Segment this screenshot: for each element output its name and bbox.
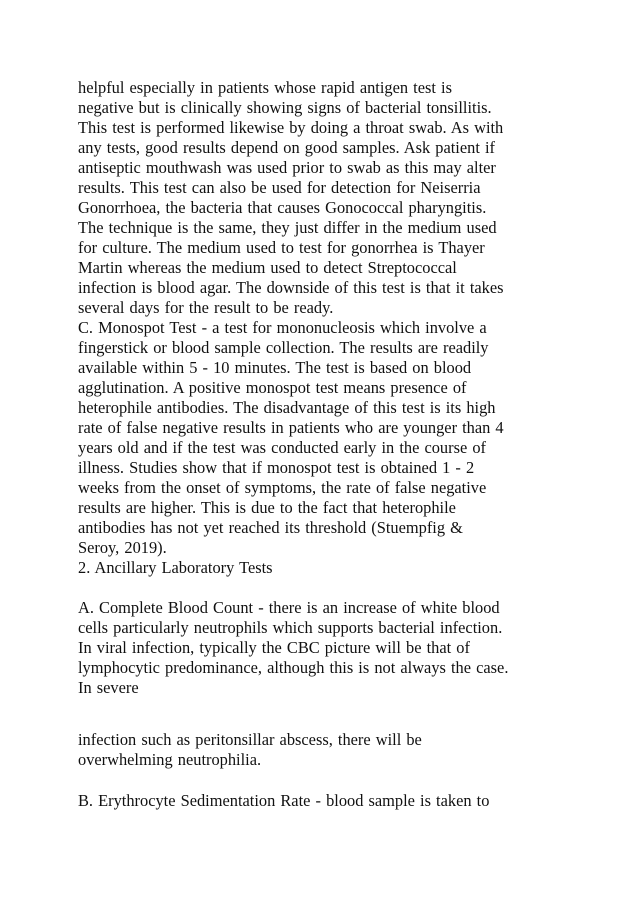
text-line: results. This test can also be used for detection for Neiserria bbox=[78, 178, 481, 197]
section-heading-monospot: C. Monospot Test - a test for mononucleosis which involve a bbox=[78, 318, 487, 337]
text-line: infection is blood agar. The downside of this test is that it takes bbox=[78, 278, 504, 297]
text-line: illness. Studies show that if monospot test is obtained 1 - 2 bbox=[78, 458, 475, 477]
text-line: rate of false negative results in patients who are younger than 4 bbox=[78, 418, 504, 437]
text-line: helpful especially in patients whose rapid antigen test is bbox=[78, 78, 452, 97]
text-line: several days for the result to be ready. bbox=[78, 298, 334, 317]
text-line: antibodies has not yet reached its threshold (Stuempfig & bbox=[78, 518, 463, 537]
text-line: Gonorrhoea, the bacteria that causes Gonococcal pharyngitis. bbox=[78, 198, 487, 217]
text-line: available within 5 - 10 minutes. The test is based on blood bbox=[78, 358, 472, 377]
text-line: This test is performed likewise by doing a throat swab. As with bbox=[78, 118, 504, 137]
text-line: In severe bbox=[78, 678, 139, 697]
text-line: heterophile antibodies. The disadvantage of this test is its high bbox=[78, 398, 496, 417]
text-line: antiseptic mouthwash was used prior to swab as this may alter bbox=[78, 158, 496, 177]
section-heading-ancillary-tests: 2. Ancillary Laboratory Tests bbox=[78, 558, 273, 577]
text-line: years old and if the test was conducted early in the course of bbox=[78, 438, 486, 457]
text-line: negative but is clinically showing signs of bacterial tonsillitis. bbox=[78, 98, 492, 117]
text-line: cells particularly neutrophils which supports bacterial infection. bbox=[78, 618, 503, 637]
text-line: weeks from the onset of symptoms, the rate of false negative bbox=[78, 478, 487, 497]
text-line: any tests, good results depend on good samples. Ask patient if bbox=[78, 138, 495, 157]
text-line: agglutination. A positive monospot test means presence of bbox=[78, 378, 467, 397]
text-line: results are higher. This is due to the fact that heterophile bbox=[78, 498, 456, 517]
text-line: In viral infection, typically the CBC picture will be that of bbox=[78, 638, 470, 657]
text-line: lymphocytic predominance, although this is not always the case. bbox=[78, 658, 509, 677]
text-line: infection such as peritonsillar abscess, there will be bbox=[78, 730, 422, 749]
text-line: Martin whereas the medium used to detect Streptococcal bbox=[78, 258, 457, 277]
text-line: overwhelming neutrophilia. bbox=[78, 750, 262, 769]
text-line: fingerstick or blood sample collection. The results are readily bbox=[78, 338, 489, 357]
text-line: Seroy, 2019). bbox=[78, 538, 167, 557]
text-line: for culture. The medium used to test for gonorrhea is Thayer bbox=[78, 238, 485, 257]
section-heading-cbc: A. Complete Blood Count - there is an increase of white blood bbox=[78, 598, 500, 617]
section-heading-esr: B. Erythrocyte Sedimentation Rate - blood sample is taken to bbox=[78, 791, 490, 810]
text-line: The technique is the same, they just differ in the medium used bbox=[78, 218, 497, 237]
